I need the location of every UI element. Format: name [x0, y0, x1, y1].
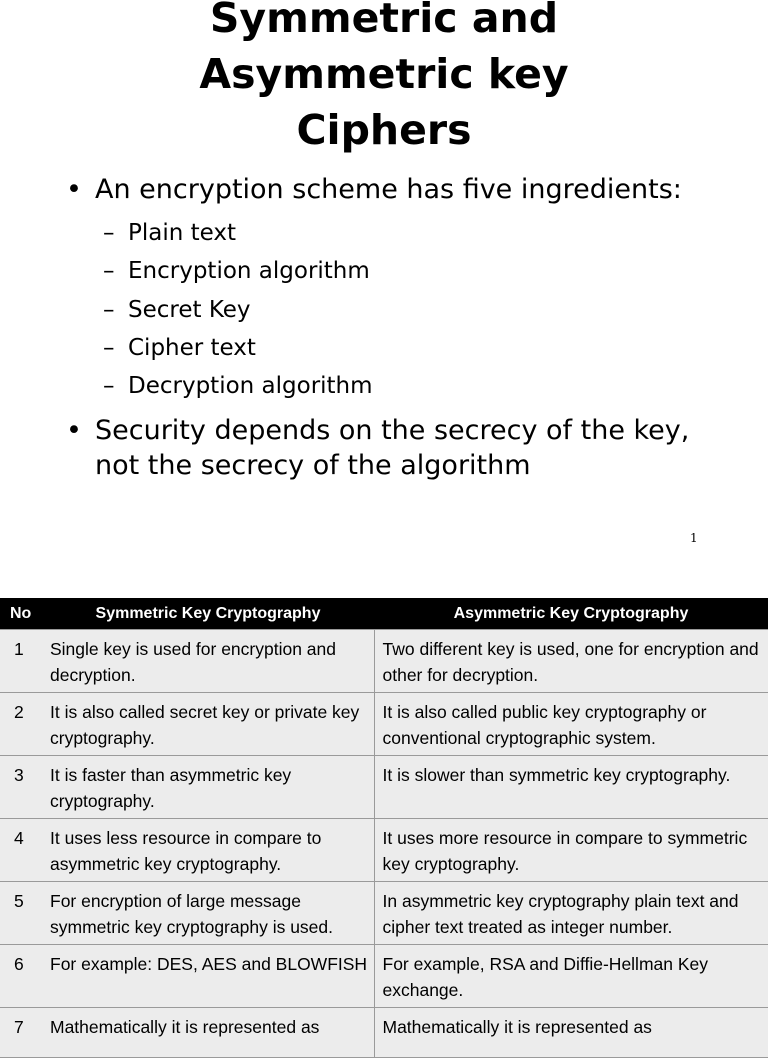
table-row [0, 819, 768, 882]
symmetric-cell: It uses less resource in compare to asymmetric key cryptography. [42, 819, 374, 882]
row-number: 6 [0, 945, 42, 1008]
table-row [0, 693, 768, 756]
symmetric-cell: For example: DES, AES and BLOWFISH [42, 945, 374, 1008]
page-number: 1 [690, 531, 698, 545]
ingredient-item: – Encryption algorithm [95, 252, 695, 290]
table-row [0, 756, 768, 819]
bullet-list [0, 172, 768, 483]
ingredient-item: – Secret Key [95, 291, 695, 329]
asymmetric-cell: Two different key is used, one for encryption and other for decryption. [374, 630, 768, 693]
row-number: 7 [0, 1008, 42, 1058]
row-number: 3 [0, 756, 42, 819]
bullet-security [0, 413, 695, 483]
slide-title [0, 0, 768, 158]
row-number: 2 [0, 693, 42, 756]
row-number: 5 [0, 882, 42, 945]
ingredient-item: – Decryption algorithm [95, 367, 695, 405]
asymmetric-cell: It uses more resource in compare to symmetric key cryptography. [374, 819, 768, 882]
header-asymmetric: Asymmetric Key Cryptography [374, 598, 768, 630]
comparison-table-container [0, 598, 768, 1037]
table-row [0, 945, 768, 1008]
symmetric-cell: It is also called secret key or private key cryptography. [42, 693, 374, 756]
symmetric-cell: It is faster than asymmetric key cryptography. [42, 756, 374, 819]
ingredient-item: – Plain text [95, 214, 695, 252]
title-line: Ciphers [296, 106, 472, 154]
asymmetric-cell: In asymmetric key cryptography plain text and cipher text treated as integer number. [374, 882, 768, 945]
ingredient-list [95, 214, 695, 405]
bullet-text: Security depends on the secrecy of the key, not the secrecy of the algorithm [95, 415, 690, 482]
comparison-table [0, 598, 768, 1058]
table-header-row [0, 598, 768, 630]
table-row [0, 630, 768, 693]
symmetric-cell: Mathematically it is represented as [42, 1008, 374, 1058]
table-row [0, 1008, 768, 1058]
symmetric-cell: For encryption of large message symmetric key cryptography is used. [42, 882, 374, 945]
asymmetric-cell: It is slower than symmetric key cryptography. [374, 756, 768, 819]
ingredient-item: – Cipher text [95, 329, 695, 367]
header-no: No [0, 598, 42, 630]
row-number: 1 [0, 630, 42, 693]
asymmetric-cell: It is also called public key cryptography or conventional cryptographic system. [374, 693, 768, 756]
table-row [0, 882, 768, 945]
bullet-text: An encryption scheme has five ingredients: [95, 174, 682, 205]
asymmetric-cell: Mathematically it is represented as [374, 1008, 768, 1058]
header-symmetric: Symmetric Key Cryptography [42, 598, 374, 630]
title-line: Asymmetric key [199, 50, 569, 98]
row-number: 4 [0, 819, 42, 882]
bullet-ingredients [0, 172, 695, 405]
asymmetric-cell: For example, RSA and Diffie-Hellman Key exchange. [374, 945, 768, 1008]
title-line: Symmetric and [209, 0, 559, 42]
symmetric-cell: Single key is used for encryption and decryption. [42, 630, 374, 693]
